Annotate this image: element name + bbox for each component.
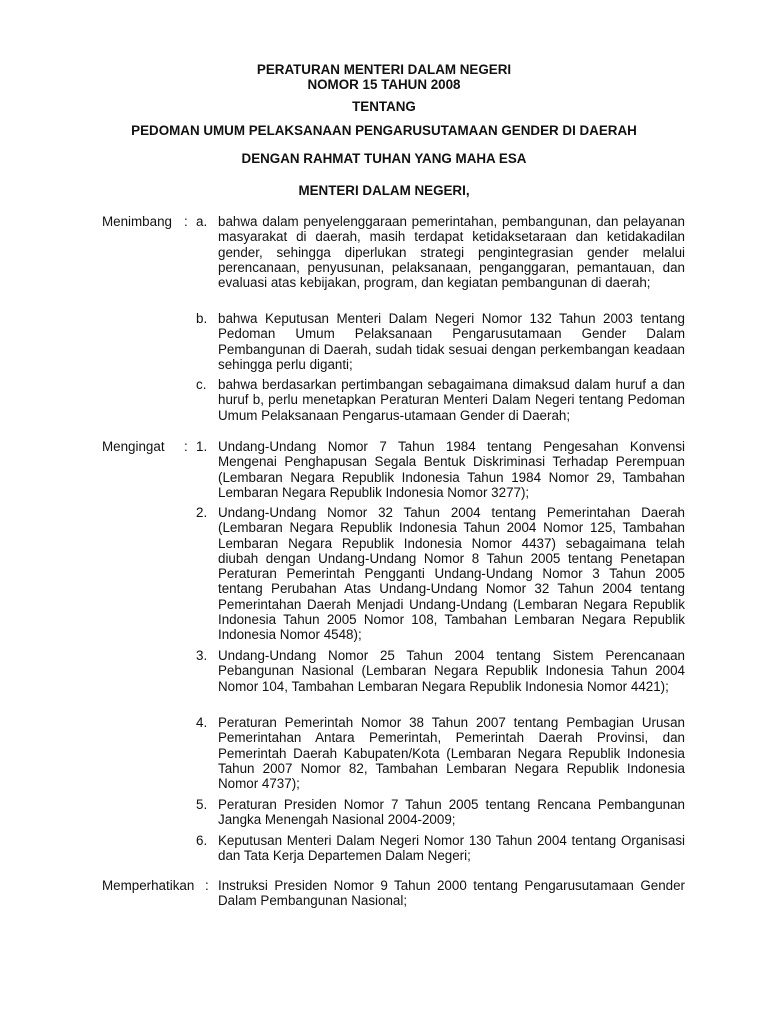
mengingat-marker-3: 3. [196,648,208,663]
menimbang-colon: : [184,214,188,229]
mengingat-label: Mengingat [102,439,165,454]
mengingat-item-1: Undang-Undang Nomor 7 Tahun 1984 tentang Pengesahan Konvensi Mengenai Penghapusan Segala Bentuk Diskriminasi Terhadap Perempuan (Lembaran Negara Republik Indonesia Tahun 1984 Nomor 29, Tambahan Lembaran Negara Republik Indonesia Nomor 3277); [218,439,685,500]
mengingat-item-4: Peraturan Pemerintah Nomor 38 Tahun 2007 tentang Pembagian Urusan Pemerintahan Antara Pemerintah, Pemerintah Daerah Provinsi, dan Pemerintah Daerah Kabupaten/Kota (Lembaran Negara Republik Indonesia Tahun 2007 Nomor 82, Tambahan Lembaran Negara Republik Indonesia Nomor 4737); [218,715,685,792]
menimbang-item-b: bahwa Keputusan Menteri Dalam Negeri Nomor 132 Tahun 2003 tentang Pedoman Umum Pelaksanaan Pengarusutamaan Gender Dalam Pembangunan di Daerah, sudah tidak sesuai dengan perkembangan keadaan sehingga perlu diganti; [218,311,685,372]
tentang-heading: TENTANG [352,99,416,114]
menimbang-item-c: bahwa berdasarkan pertimbangan sebagaimana dimaksud dalam huruf a dan huruf b, perlu menetapkan Peraturan Menteri Dalam Negeri tentang Pedoman Umum Pelaksanaan Pengarus-utamaan Gender di Daerah; [218,377,685,423]
mengingat-item-6: Keputusan Menteri Dalam Negeri Nomor 130 Tahun 2004 tentang Organisasi dan Tata Kerja Departemen Dalam Negeri; [218,833,685,864]
mengingat-item-3: Undang-Undang Nomor 25 Tahun 2004 tentang Sistem Perencanaan Pebangunan Nasional (Lembaran Negara Republik Indonesia Tahun 2004 Nomor 104, Tambahan Lembaran Negara Republik Indonesia Nomor 4421); [218,648,685,694]
mengingat-item-5: Peraturan Presiden Nomor 7 Tahun 2005 tentang Rencana Pembangunan Jangka Menengah Nasional 2004-2009; [218,797,685,828]
regulation-number: NOMOR 15 TAHUN 2008 [307,77,461,92]
issuer-line: MENTERI DALAM NEGERI, [298,183,470,198]
memperhatikan-text: Instruksi Presiden Nomor 9 Tahun 2000 tentang Pengarusutamaan Gender Dalam Pembangunan Nasional; [218,878,685,909]
mengingat-marker-6: 6. [196,833,208,848]
menimbang-item-a: bahwa dalam penyelenggaraan pemerintahan, pembangunan, dan pelayanan masyarakat di daerah, masih terdapat ketidaksetaraan dan ketidakadilan gender, sehingga diperlukan strategi pengintegrasian gender melalui perencanaan, penyusunan, pelaksanaan, penganggaran, pemantauan, dan evaluasi atas kebijakan, program, dan kegiatan pembangunan di daerah; [218,214,685,291]
mengingat-marker-2: 2. [196,505,208,520]
regulation-title: PERATURAN MENTERI DALAM NEGERI [256,62,512,77]
blessing-line: DENGAN RAHMAT TUHAN YANG MAHA ESA [241,151,527,166]
regulation-subject: PEDOMAN UMUM PELAKSANAAN PENGARUSUTAMAAN GENDER DI DAERAH [131,123,637,138]
menimbang-label: Menimbang [102,214,172,229]
mengingat-marker-4: 4. [196,715,208,730]
menimbang-marker-c: c. [196,377,207,392]
mengingat-colon: : [184,439,188,454]
mengingat-item-2: Undang-Undang Nomor 32 Tahun 2004 tentang Pemerintahan Daerah (Lembaran Negara Republik Indonesia Tahun 2004 Nomor 125, Tambahan Lembaran Negara Republik Indonesia Nomor 4437) sebagaimana telah diubah dengan Undang-Undang Nomor 8 Tahun 2005 tentang Penetapan Peraturan Pemerintah Pengganti Undang-Undang Nomor 3 Tahun 2005 tentang Perubahan Atas Undang-Undang Nomor 32 Tahun 2004 tentang Pemerintahan Daerah Menjadi Undang-Undang (Lembaran Negara Republik Indonesia Tahun 2005 Nomor 108, Tambahan Lembaran Negara Republik Indonesia Nomor 4548); [218,505,685,643]
memperhatikan-colon: : [205,878,209,893]
menimbang-marker-b: b. [196,311,208,326]
menimbang-marker-a: a. [196,214,208,229]
mengingat-marker-1: 1. [196,439,208,454]
memperhatikan-label: Memperhatikan [102,878,195,893]
mengingat-marker-5: 5. [196,797,208,812]
